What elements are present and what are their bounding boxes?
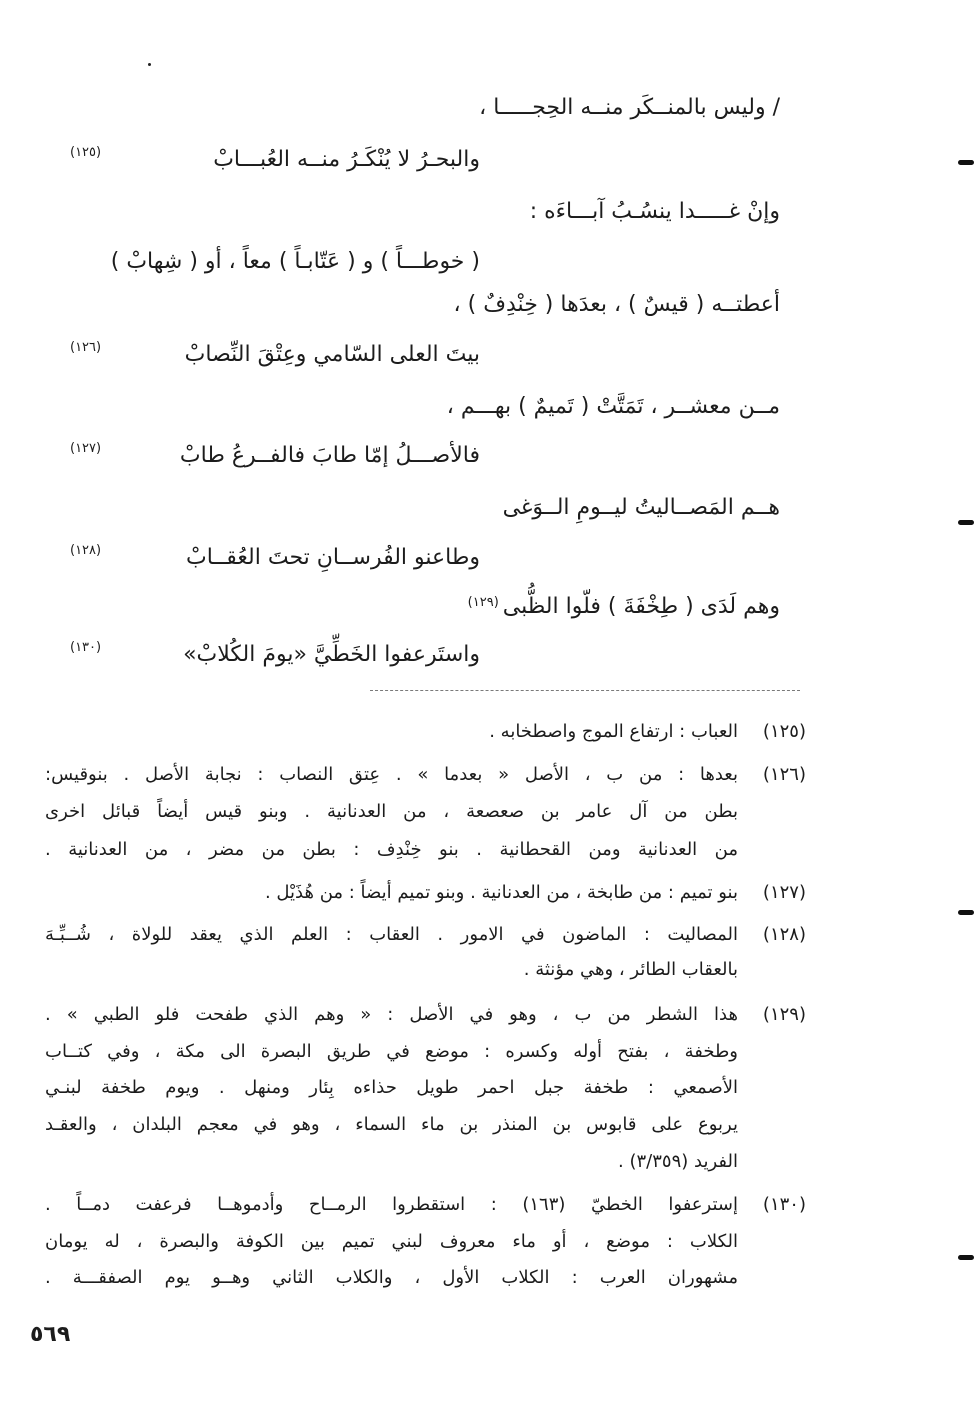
scan-edge-mark bbox=[958, 1255, 974, 1260]
verse-text: وطاعنو الفُرســانِ تحتَ العُقــابْ bbox=[185, 545, 480, 570]
footnote-line: مشهوران العرب : الكلاب الأول ، والكلاب الثاني وهــو يوم الصفقـــة . bbox=[45, 1267, 738, 1288]
scan-edge-mark bbox=[958, 160, 974, 165]
verse-line bbox=[70, 436, 480, 476]
footnote-line: بعدها : من ب ، الأصل « بعدما » . عِتق النصاب : نجابة الأصل . بنوقيس: bbox=[45, 764, 738, 785]
footnote-line: من العدنانية ومن القحطانية . بنو خِنْدِف : بطن من مضر ، من العدنانية . bbox=[45, 839, 738, 860]
verse-line bbox=[447, 387, 780, 427]
footnote-line: العباب : ارتفاع الموج واصطخابه . bbox=[489, 721, 738, 742]
footnote-separator bbox=[370, 690, 800, 691]
footnote-line: الكلاب : موضع ، أو ماء معروف لبني تميم بين الكوفة والبصرة ، له يومان bbox=[45, 1231, 738, 1252]
page-number: ٥٦٩ bbox=[30, 1322, 71, 1347]
footnote-line: الأصمعي : طخفة جبل احمر طويل حذاءه بِئار ومنهل . ويوم طخفة لبنـي bbox=[45, 1077, 738, 1098]
verse-text: هــم المَصــاليتُ ليــومِ الــوَغى bbox=[502, 495, 780, 520]
footnote-line: بالعقاب الطائر ، وهي مؤنثة . bbox=[523, 959, 738, 980]
footnote-line: يربوع على قابوس بن المنذر بن ماء السماء ، وهو في معجم البلدان ، والعقـد bbox=[45, 1114, 738, 1135]
footnote-reference: (١٢٩) bbox=[467, 595, 499, 610]
footnote-reference: (١٢٦) bbox=[70, 340, 102, 355]
verse-line bbox=[70, 242, 480, 282]
footnote-number: (١٢٥) bbox=[762, 721, 806, 742]
scan-speck bbox=[148, 63, 151, 66]
footnote-number: (١٢٨) bbox=[762, 924, 806, 945]
footnote-line: بطن من آل عامر بن صعصعة ، من العدنانية . وبنو قيس أيضاً قبائل اخرى bbox=[45, 801, 738, 822]
footnote-number: (١٢٧) bbox=[762, 882, 806, 903]
footnote-line: بنو تميم : من طابخة ، من العدنانية . وبنو تميم أيضاً : من هُذَيْل . bbox=[264, 882, 738, 903]
verse-line bbox=[530, 192, 780, 232]
verse-text: واستَرعفوا الخَطِّيَّ «يومَ الكُلابْ» bbox=[183, 642, 480, 667]
footnote-line: هذا الشطر من ب ، وهو في الأصل : « وهم الذي طفحت فلو الطبي » . bbox=[45, 1004, 738, 1025]
verse-line bbox=[70, 140, 480, 180]
verse-text: ( خوطـــاً ) و ( عَتّابـاً ) معاً ، أو ( شِهابْ ) bbox=[110, 249, 480, 274]
footnote-number: (١٢٦) bbox=[762, 764, 806, 785]
verse-text: بيتَ العلى السّامي وعِتْقَ النِّصابْ bbox=[184, 342, 480, 367]
footnote-reference: (١٣٠) bbox=[70, 640, 102, 655]
verse-line bbox=[468, 587, 780, 627]
verse-text: وإنْ غـــــدا ينسُـبُ آبـــاءَه : bbox=[529, 199, 780, 224]
verse-line bbox=[503, 488, 780, 528]
scan-edge-mark bbox=[958, 910, 974, 915]
footnote-number: (١٣٠) bbox=[762, 1194, 806, 1215]
scan-edge-mark bbox=[958, 520, 974, 525]
verse-text: والبحـرُ لا يُنْكَـرُ منــه العُبـــابْ bbox=[213, 147, 480, 172]
verse-line bbox=[70, 538, 480, 578]
footnote-reference: (١٢٧) bbox=[70, 441, 102, 456]
verse-line bbox=[479, 88, 780, 128]
verse-text: وهم لَدَى ( طِخْفَةَ ) فلّوا الظُّبى bbox=[502, 594, 780, 619]
verse-text: / وليس بالمنــكَر منــه الحِجـــــا ، bbox=[479, 95, 780, 120]
footnote-reference: (١٢٥) bbox=[70, 145, 102, 160]
verse-line bbox=[454, 285, 780, 325]
footnote-reference: (١٢٨) bbox=[70, 543, 102, 558]
verse-text: أعطتــه ( قيسٌ ) ، بعدَها ( خِنْدِفٌ ) ، bbox=[453, 292, 780, 317]
footnote-line: إسترعفوا الخطيّ (١٦٣) : استقطروا الرمــاح وأدموهــا فرعفت دمــاً . bbox=[45, 1194, 738, 1215]
verse-text: فالأصـــلُ إمّا طابَ فالفــرعُ طابْ bbox=[179, 443, 480, 468]
footnote-line: المصاليت : الماضون في الامور . العقاب : العلم الذي يعقد للولاة ، شُــبِّـهَ bbox=[45, 924, 738, 945]
footnote-line: الفريد (٣/٣٥٩) . bbox=[618, 1151, 738, 1172]
verse-line bbox=[70, 635, 480, 675]
footnote-line: وطخفة ، بفتح أوله وكسره : موضع في طريق البصرة الى مكة ، وفي كتــاب bbox=[45, 1041, 738, 1062]
verse-line bbox=[70, 335, 480, 375]
verse-text: مــن معشــر ، تَمَتَّتْ ( تَميمٌ ) بهـــم ، bbox=[446, 394, 780, 419]
footnote-number: (١٢٩) bbox=[762, 1004, 806, 1025]
